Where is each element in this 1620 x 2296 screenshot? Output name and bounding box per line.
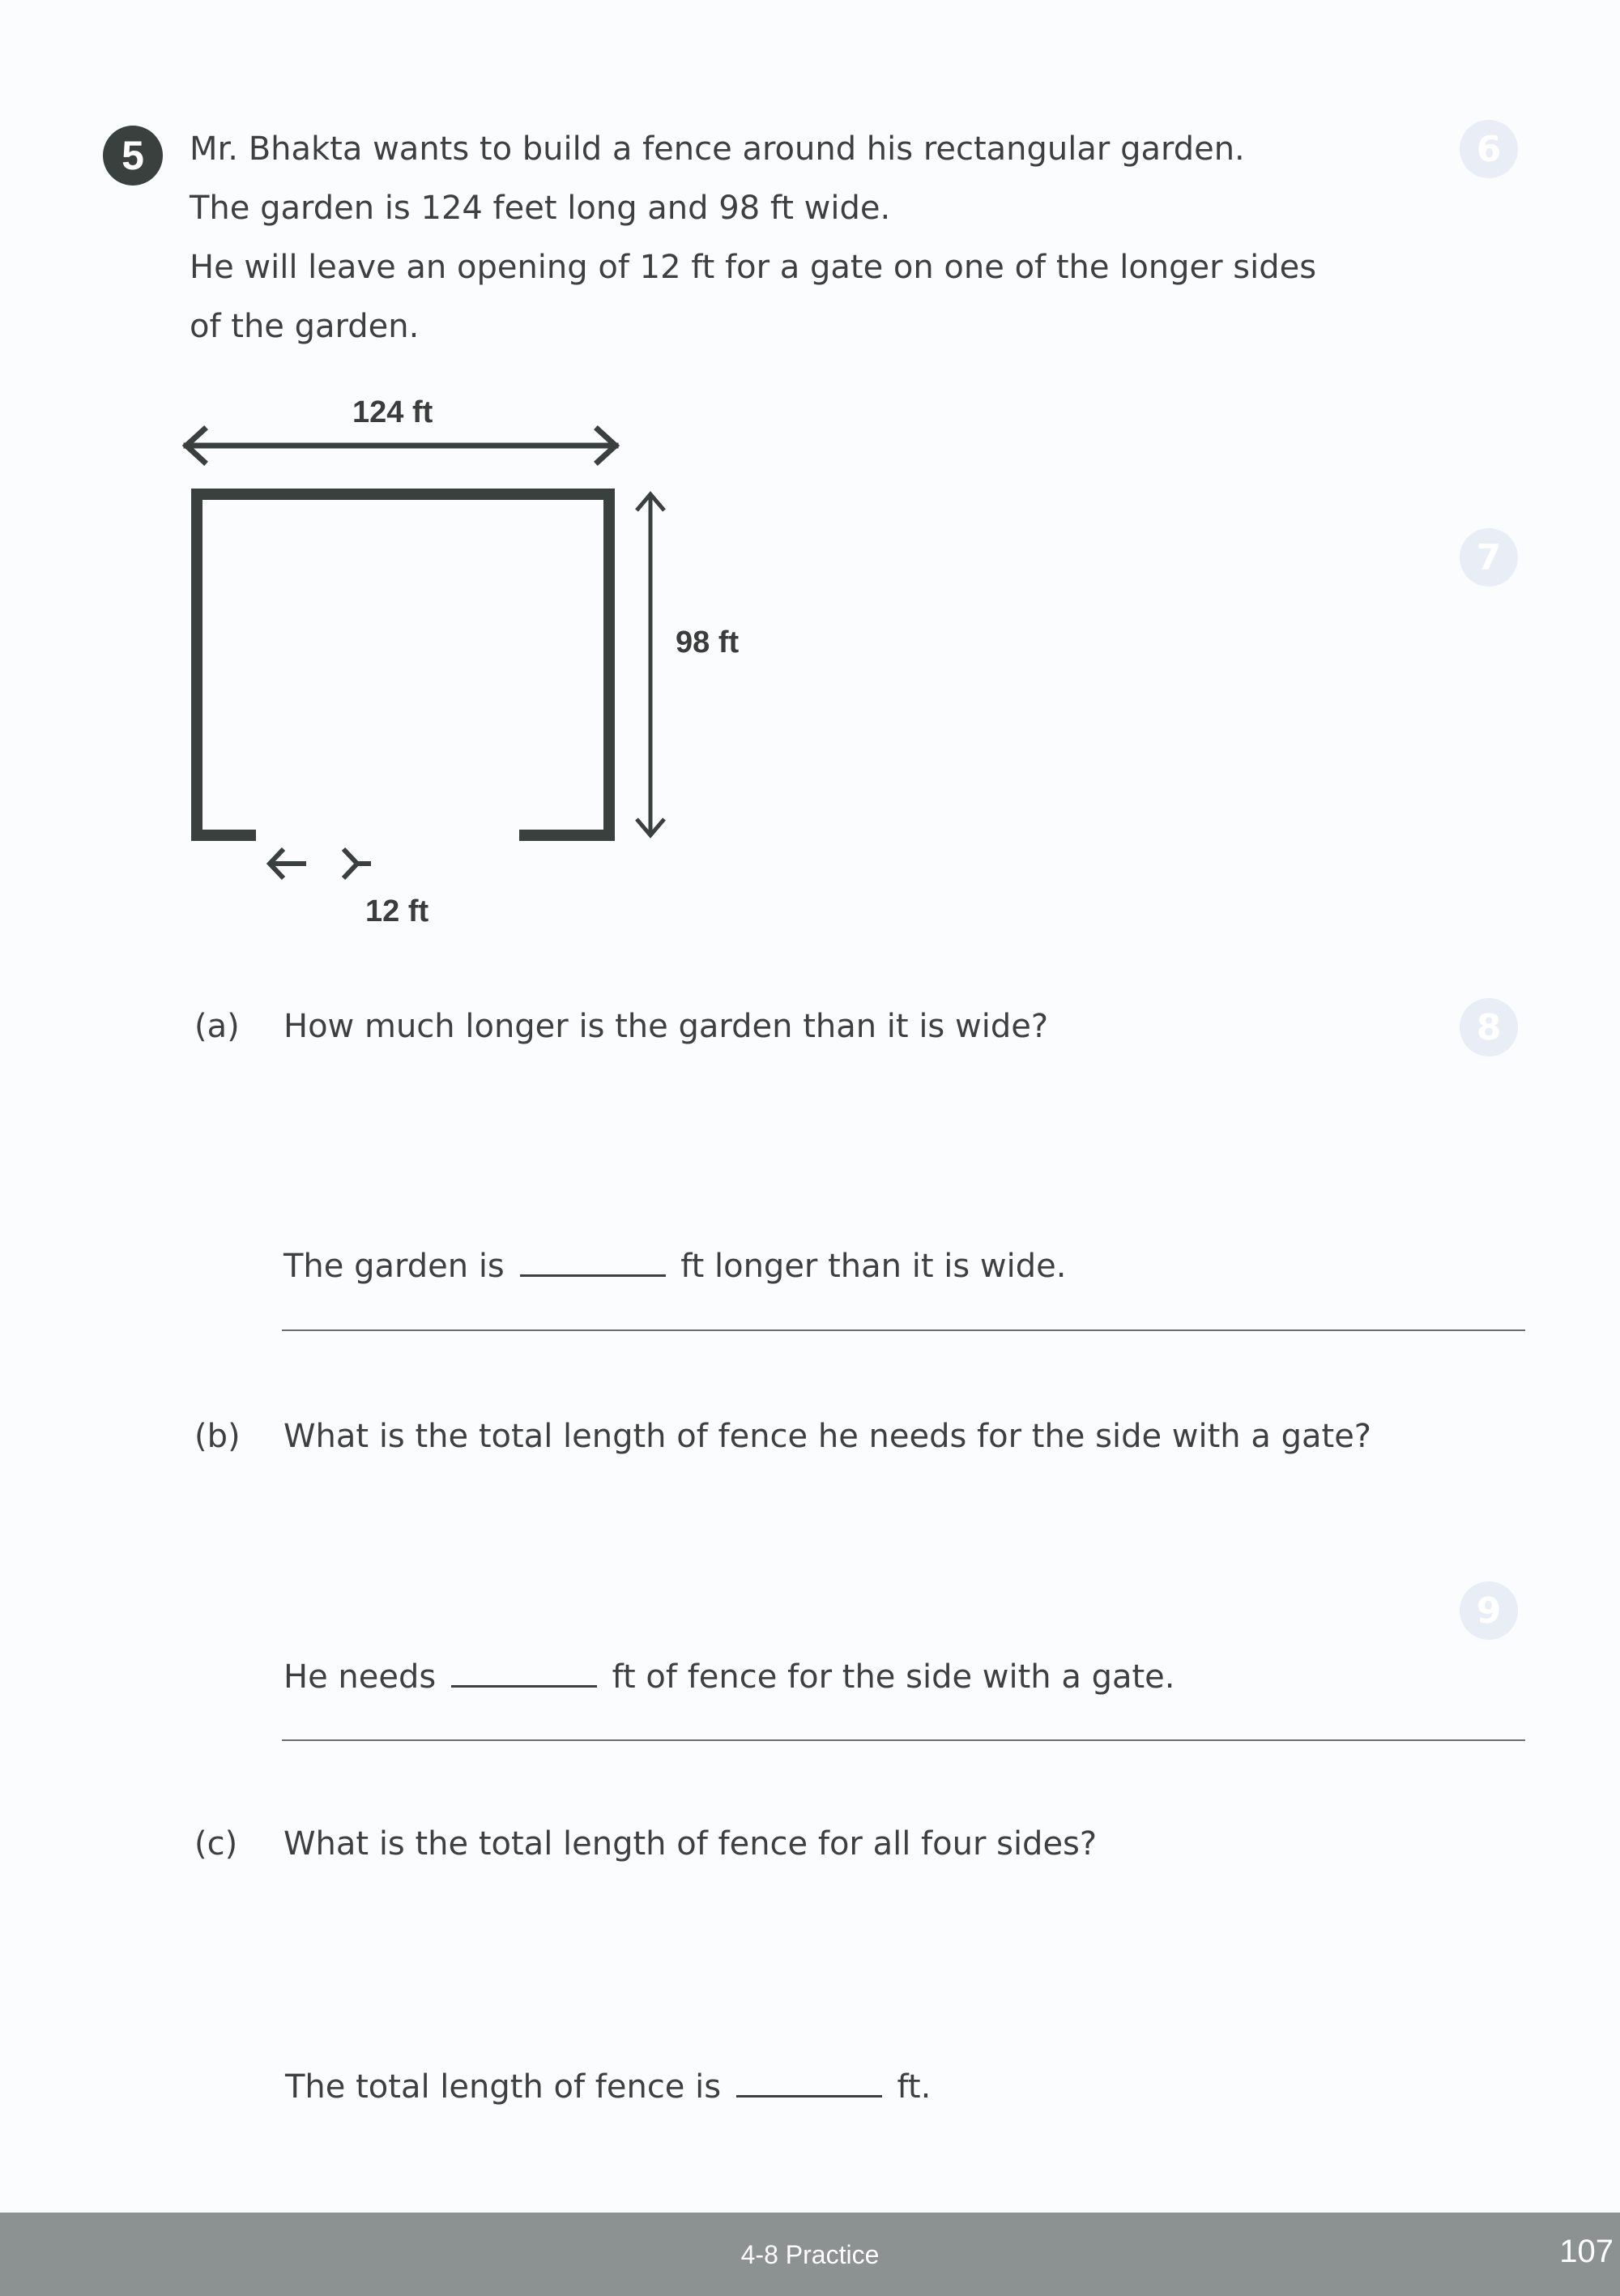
part-letter: (b) [194, 1418, 241, 1455]
question-number-badge: 5 [103, 126, 163, 186]
answer-prefix: The garden is [284, 1248, 505, 1285]
part-letter: (a) [194, 1008, 240, 1045]
part-c-answer-sentence [285, 2063, 931, 2106]
question-text: What is the total length of fence he needs for the side with a gate? [284, 1418, 1372, 1455]
answer-suffix: ft of fence for the side with a gate. [612, 1658, 1175, 1696]
garden-fence-diagram [162, 389, 778, 956]
working-line [282, 1739, 1525, 1741]
length-label: 124 ft [352, 395, 433, 429]
part-b-answer-sentence [284, 1653, 1175, 1696]
working-line [282, 1329, 1525, 1331]
show-through-badge: 7 [1460, 528, 1518, 587]
answer-blank-a[interactable] [520, 1242, 666, 1277]
garden-diagram [162, 389, 778, 956]
length-arrow-icon [186, 429, 616, 462]
part-c-question [194, 1825, 1097, 1863]
fence-outline [197, 494, 609, 835]
width-arrow-icon [637, 494, 664, 835]
answer-prefix: He needs [284, 1658, 437, 1696]
stem-line: He will leave an opening of 12 ft for a gate on one of the longer sides [190, 249, 1317, 286]
answer-suffix: ft longer than it is wide. [680, 1248, 1067, 1285]
show-through-badge: 6 [1460, 120, 1518, 178]
show-through-badge: 9 [1460, 1581, 1518, 1640]
gate-label: 12 ft [365, 894, 429, 928]
show-through-badge: 8 [1460, 998, 1518, 1056]
question-text: How much longer is the garden than it is wide? [284, 1008, 1049, 1045]
answer-blank-b[interactable] [451, 1653, 597, 1688]
stem-line: Mr. Bhakta wants to build a fence around his rectangular garden. [190, 130, 1245, 168]
gate-arrow-icon [270, 849, 371, 878]
stem-line: The garden is 124 feet long and 98 ft wide. [190, 190, 891, 227]
stem-line: of the garden. [190, 308, 420, 345]
answer-prefix: The total length of fence is [285, 2068, 722, 2106]
part-b-question [194, 1418, 1371, 1455]
question-text: What is the total length of fence for all four sides? [284, 1825, 1098, 1863]
lesson-label: 4-8 Practice [740, 2240, 880, 2269]
width-label: 98 ft [676, 625, 740, 659]
part-a-question [194, 1008, 1048, 1045]
page-footer [0, 2213, 1620, 2296]
part-a-answer-sentence [284, 1242, 1066, 1285]
page-number: 107 [1559, 2234, 1614, 2269]
answer-blank-c[interactable] [736, 2063, 882, 2098]
answer-suffix: ft. [897, 2068, 932, 2106]
question-stem [190, 120, 1316, 356]
part-letter: (c) [194, 1825, 238, 1863]
